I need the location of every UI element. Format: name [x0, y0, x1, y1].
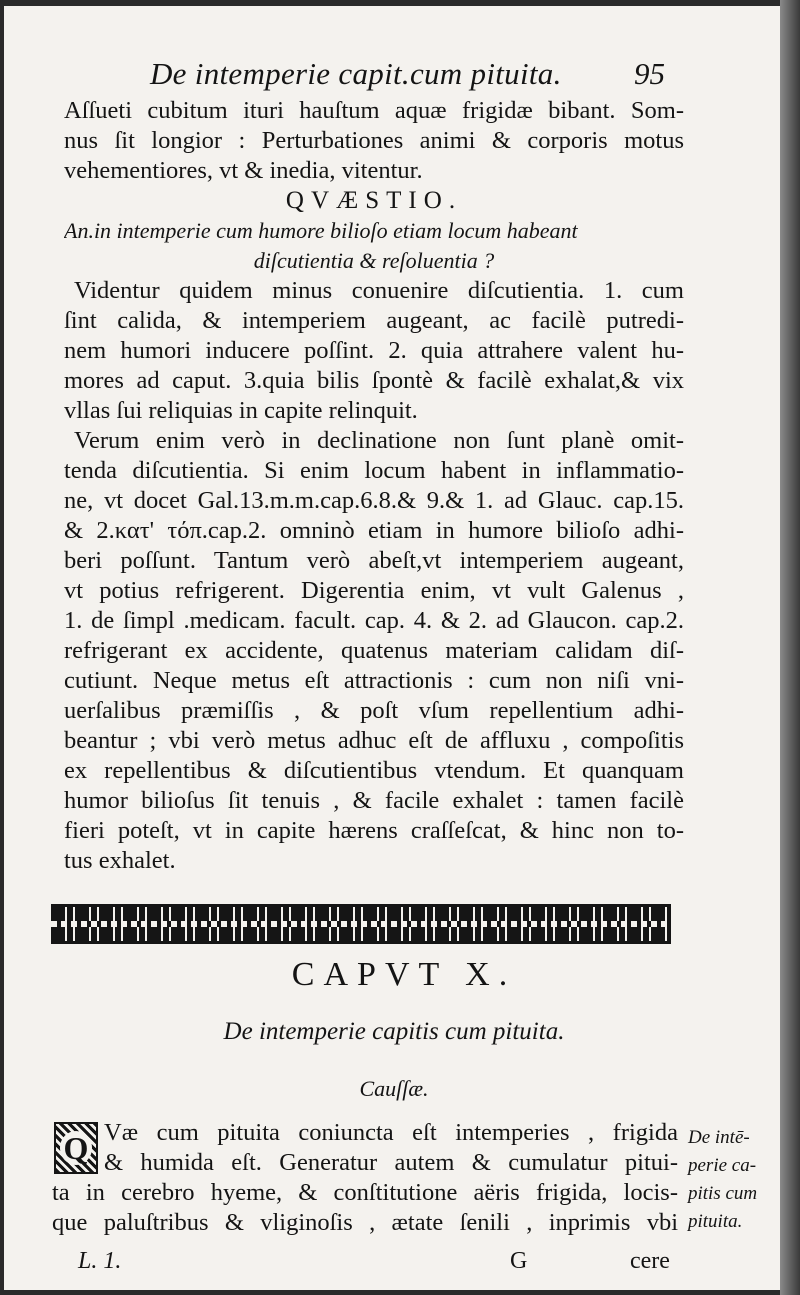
- text-line: cutiunt. Neque metus eſt attractionis : cum non niſi vni-: [64, 667, 684, 694]
- text-line: humor bilioſus ſit tenuis , & facile exhalet : tamen facilè: [64, 787, 684, 814]
- chapter-subtitle: De intemperie capitis cum pituita.: [223, 1018, 565, 1045]
- text-line: vehementiores, vt & inedia, vitentur.: [64, 157, 423, 184]
- running-head: [4, 54, 784, 100]
- margin-note: [688, 1124, 784, 1236]
- text-line: uerſalibus præmiſſis , & poſt vſum repellentium adhi-: [64, 697, 684, 724]
- section-heading: Cauſſæ.: [359, 1076, 429, 1101]
- text-line: Væ cum pituita coniuncta eſt intemperies , frigida: [104, 1119, 678, 1146]
- text-line: Aſſueti cubitum ituri hauſtum aquæ frigidæ bibant. Som-: [64, 97, 684, 124]
- catchword: cere: [630, 1248, 670, 1274]
- text-line: ta in cerebro hyeme, & conſtitutione aëris frigida, locis-: [52, 1179, 678, 1206]
- text-line: Verum enim verò in declinatione non ſunt planè omit-: [74, 427, 684, 454]
- signature-mark: L. 1.: [78, 1248, 122, 1274]
- text-line: ex repellentibus & diſcutientibus vtendum. Et quanquam: [64, 757, 684, 784]
- text-line: tus exhalet.: [64, 847, 176, 874]
- text-line: Videntur quidem minus conuenire diſcutientia. 1. cum: [74, 277, 684, 304]
- text-line: mores ad caput. 3.quia bilis ſpontè & facilè exhalat,& vix: [64, 367, 684, 394]
- margin-note-line: perie ca-: [688, 1155, 757, 1176]
- running-title: De intemperie capit.cum pituita.: [150, 56, 562, 91]
- text-line: beri poſſunt. Tantum verò abeſt,vt intemperiem augeant,: [64, 547, 684, 574]
- chapter-text: [52, 1118, 678, 1238]
- quaestio-heading: QVÆSTIO.: [285, 187, 463, 214]
- page-footer: [4, 1248, 784, 1278]
- text-line: 1. de ſimpl .medicam. facult. cap. 4. & 2. ad Glaucon. cap.2.: [64, 607, 684, 634]
- text-line: tenda diſcutientia. Si enim locum habent in inflammatio-: [64, 457, 684, 484]
- text-line: beantur ; vbi verò metus adhuc eſt de affluxu , compoſitis: [64, 727, 684, 754]
- book-gutter: [780, 0, 800, 1295]
- text-line: nem humori inducere poſſint. 2. quia attrahere valent hu-: [64, 337, 684, 364]
- page-number: 95: [634, 56, 665, 91]
- text-line: ne, vt docet Gal.13.m.m.cap.6.8.& 9.& 1. ad Glauc. cap.15.: [64, 487, 684, 514]
- margin-note-line: pituita.: [688, 1211, 743, 1232]
- text-line: vt potius refrigerent. Digerentia enim, vt vult Galenus ,: [64, 577, 684, 604]
- text-line: que paluſtribus & vliginoſis , ætate ſenili , inprimis vbi: [52, 1209, 678, 1236]
- ornament-band: [51, 904, 671, 944]
- text-line: & humida eſt. Generatur autem & cumulatur pitui-: [104, 1149, 678, 1176]
- text-line: refrigerant ex accidente, quatenus materiam calidam diſ-: [64, 637, 684, 664]
- main-text: [64, 96, 684, 876]
- text-line: & 2.κατ' τόπ.cap.2. omninò etiam in humore bilioſo adhi-: [64, 517, 684, 544]
- text-line: ſint calida, & intemperiem augeant, ac facilè putredi-: [64, 307, 684, 334]
- drop-cap-letter: Q: [60, 1131, 93, 1165]
- text-line: vllas ſui reliquias in capite relinquit.: [64, 397, 418, 424]
- gathering-mark: G: [510, 1248, 528, 1274]
- quaestio-question-line: diſcutientia & reſoluentia ?: [253, 248, 495, 273]
- quaestio-question-line: An.in intemperie cum humore bilioſo etiam locum habeant: [64, 218, 578, 243]
- text-line: fieri poteſt, vt in capite hærens craſſeſcat, & hinc non to-: [64, 817, 684, 844]
- chapter-heading: CAPVT X.: [291, 956, 517, 993]
- text-line: nus ſit longior : Perturbationes animi & corporis motus: [64, 127, 684, 154]
- book-page: [4, 6, 784, 1290]
- margin-note-line: De intē-: [688, 1127, 750, 1148]
- margin-note-line: pitis cum: [688, 1183, 758, 1204]
